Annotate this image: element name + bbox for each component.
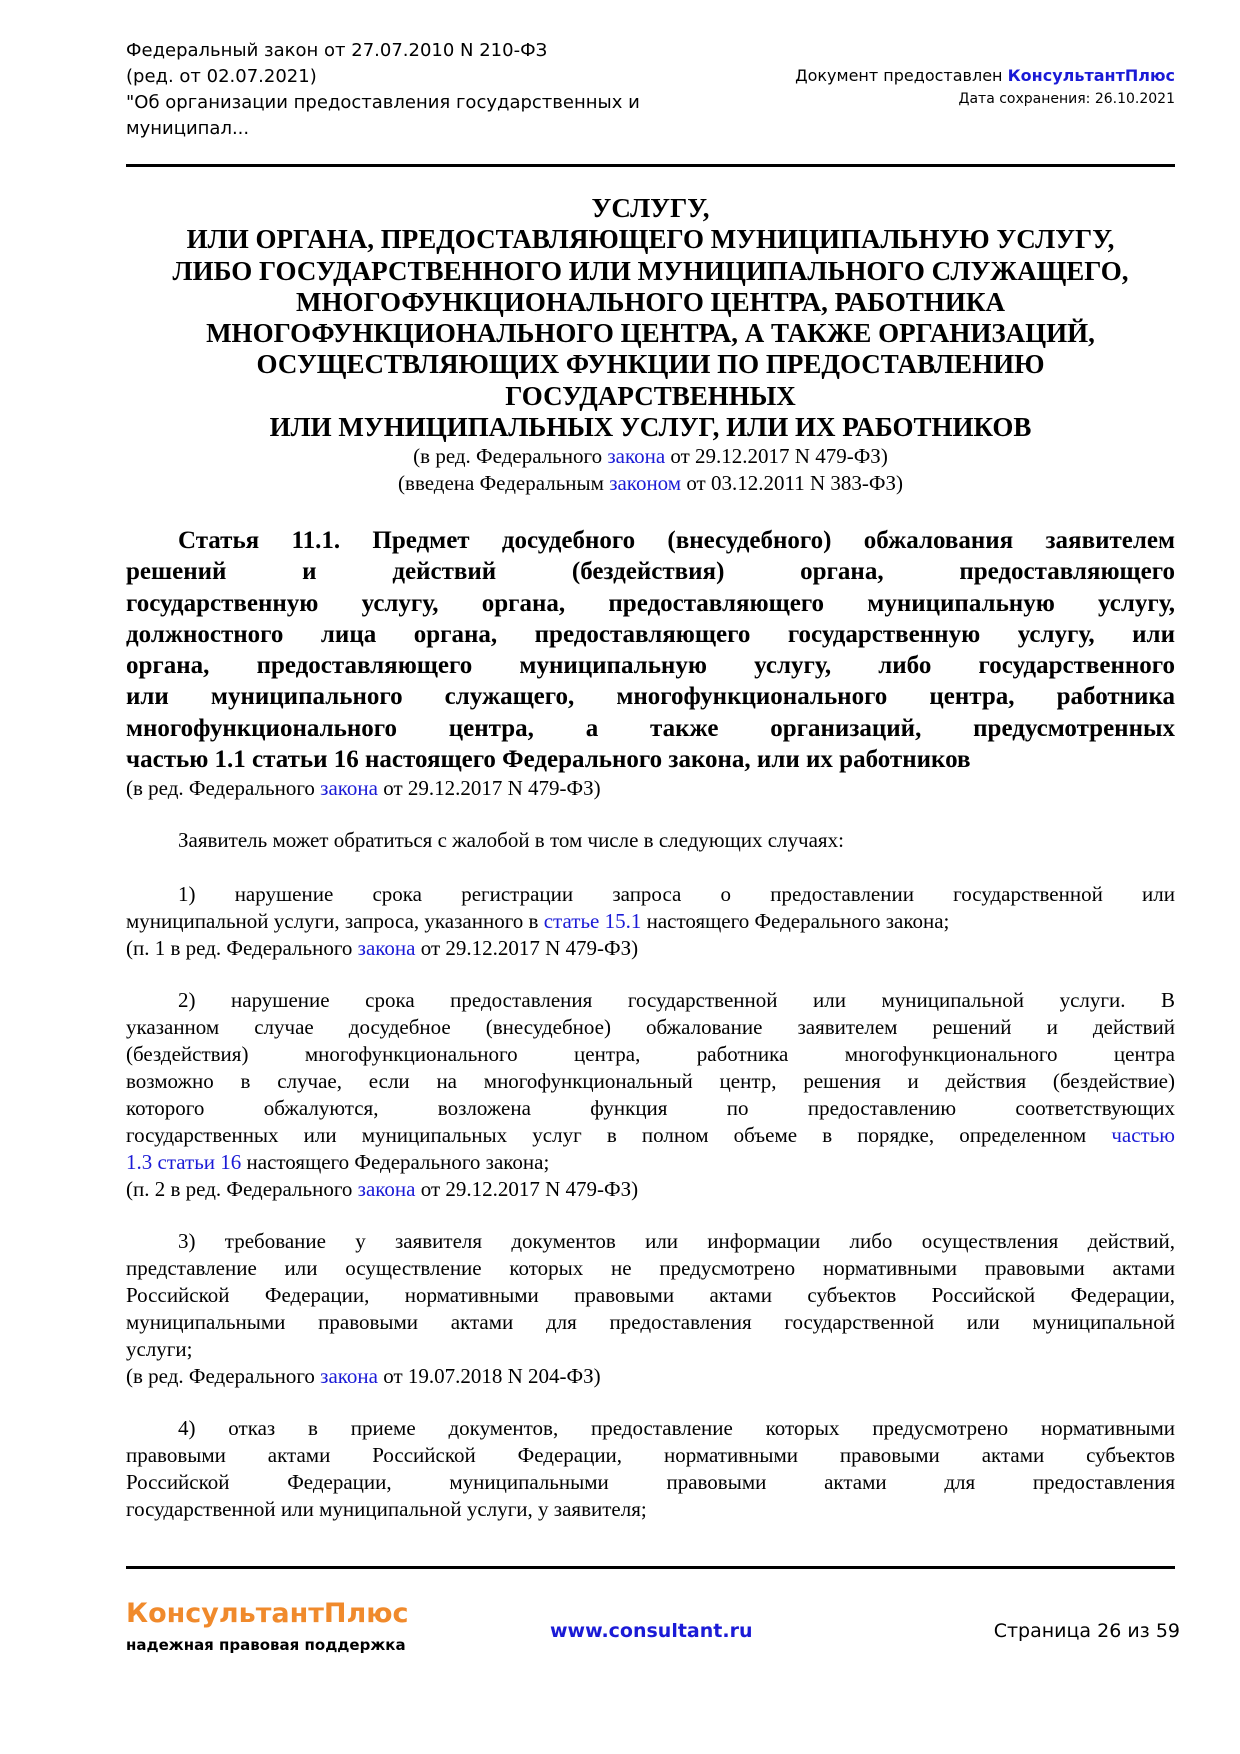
consultant-logo: КонсультантПлюс bbox=[126, 1598, 409, 1629]
text-segment: (п. 1 в ред. Федерального bbox=[126, 936, 358, 960]
document-title-header bbox=[126, 38, 686, 142]
text-line bbox=[126, 881, 1175, 908]
text-segment: государственных или муниципальных услуг в полном объеме в порядке, определенном bbox=[126, 1123, 1112, 1147]
text-segment: решений и действий (бездействия) органа, предоставляющего bbox=[126, 558, 1175, 586]
header-divider bbox=[126, 164, 1175, 167]
text-line bbox=[126, 1014, 1175, 1041]
title-line: УСЛУГУ, bbox=[591, 193, 710, 223]
text-segment: муниципальными правовыми актами для предоставления государственной или муниципальной bbox=[126, 1310, 1175, 1334]
text-segment: (бездействия) многофункционального центра, работника многофункционального центра bbox=[126, 1042, 1175, 1066]
title-line: МНОГОФУНКЦИОНАЛЬНОГО ЦЕНТРА, А ТАКЖЕ ОРГАНИЗАЦИЙ, bbox=[206, 318, 1095, 349]
save-date: Дата сохранения: 26.10.2021 bbox=[958, 91, 1175, 107]
text-segment: Статья 11.1. Предмет досудебного (внесудебного) обжалования заявителем bbox=[178, 527, 1175, 554]
text-line bbox=[126, 827, 1175, 854]
text-segment: 3) требование у заявителя документов или информации либо осуществления действий, bbox=[178, 1229, 1175, 1253]
logo-tagline: надежная правовая поддержка bbox=[126, 1636, 406, 1654]
text-line bbox=[126, 713, 1175, 744]
text-line bbox=[126, 775, 1175, 802]
paragraph bbox=[126, 775, 1175, 802]
text-line bbox=[126, 935, 1175, 962]
page-number: Страница 26 из 59 bbox=[993, 1620, 1180, 1642]
text-line bbox=[126, 650, 1175, 681]
text-segment: муниципальной услуги, запроса, указанного в bbox=[126, 909, 544, 933]
text-line bbox=[126, 1363, 1175, 1390]
text-segment: от 19.07.2018 N 204-ФЗ) bbox=[377, 1364, 601, 1388]
text-segment: или муниципального служащего, многофункционального центра, работника bbox=[126, 683, 1175, 711]
law-link[interactable]: закона bbox=[320, 776, 378, 800]
law-link[interactable]: частью bbox=[1111, 1123, 1175, 1147]
text-line bbox=[126, 1282, 1175, 1309]
text-segment: правовыми актами Российской Федерации, нормативными правовыми актами субъектов bbox=[126, 1443, 1175, 1467]
title-line: ИЛИ ОРГАНА, ПРЕДОСТАВЛЯЮЩЕГО МУНИЦИПАЛЬНУЮ УСЛУГУ, bbox=[186, 224, 1115, 255]
text-segment: от 29.12.2017 N 479-ФЗ) bbox=[415, 1177, 639, 1201]
text-segment: многофункционального центра, а также организаций, предусмотренных bbox=[126, 714, 1175, 742]
law-link[interactable]: закона bbox=[357, 936, 416, 960]
text-segment: представление или осуществление которых не предусмотрено нормативными правовыми актами bbox=[126, 1256, 1175, 1280]
text-line bbox=[126, 525, 1175, 556]
law-link[interactable]: законом bbox=[609, 471, 682, 495]
text-line bbox=[126, 744, 1175, 775]
text-line bbox=[126, 908, 1175, 935]
law-link[interactable]: 1.3 статьи 16 bbox=[126, 1150, 242, 1174]
text-segment: от 29.12.2017 N 479-ФЗ) bbox=[377, 776, 601, 800]
title-line: ГОСУДАРСТВЕННЫХ bbox=[505, 380, 796, 411]
law-link[interactable]: статье 15.1 bbox=[543, 909, 642, 933]
text-line bbox=[126, 681, 1175, 712]
text-segment: (в ред. Федерального bbox=[413, 444, 608, 468]
text-segment: Заявитель может обратиться с жалобой в том числе в следующих случаях: bbox=[178, 828, 844, 852]
provided-label: Документ предоставлен bbox=[795, 66, 1008, 85]
provider-brand-link[interactable]: КонсультантПлюс bbox=[1007, 66, 1175, 85]
text-segment: должностного лица органа, предоставляющего государственную услугу, или bbox=[126, 620, 1175, 648]
text-segment: (в ред. Федерального bbox=[126, 776, 321, 800]
text-segment: настоящего Федерального закона; bbox=[241, 1150, 550, 1174]
text-segment: (в ред. Федерального bbox=[126, 1364, 321, 1388]
text-line bbox=[126, 470, 1175, 497]
text-line bbox=[126, 1442, 1175, 1469]
text-segment: 4) отказ в приеме документов, предоставление которых предусмотрено нормативными bbox=[178, 1416, 1175, 1440]
header-line: муниципал... bbox=[126, 118, 250, 139]
text-line bbox=[126, 1122, 1175, 1149]
text-line bbox=[126, 1309, 1175, 1336]
text-segment: настоящего Федерального закона; bbox=[641, 909, 950, 933]
text-segment: услуги; bbox=[126, 1337, 193, 1361]
text-line bbox=[126, 1496, 1175, 1523]
text-segment: (п. 2 в ред. Федерального bbox=[126, 1177, 358, 1201]
title-line: ИЛИ МУНИЦИПАЛЬНЫХ УСЛУГ, ИЛИ ИХ РАБОТНИКОВ bbox=[269, 412, 1032, 443]
paragraph bbox=[126, 987, 1175, 1203]
text-segment: государственную услугу, органа, предоставляющего муниципальную услугу, bbox=[126, 589, 1175, 617]
text-segment: государственной или муниципальной услуги, у заявителя; bbox=[126, 1497, 647, 1521]
paragraph bbox=[126, 1415, 1175, 1523]
text-segment: от 29.12.2017 N 479-ФЗ) bbox=[665, 444, 888, 468]
text-line bbox=[126, 1228, 1175, 1255]
text-line bbox=[126, 1041, 1175, 1068]
paragraph bbox=[126, 1228, 1175, 1390]
section-title-notes bbox=[126, 443, 1175, 497]
text-line bbox=[126, 443, 1175, 470]
provider-header bbox=[795, 64, 1175, 110]
text-segment: органа, предоставляющего муниципальную услугу, либо государственного bbox=[126, 652, 1175, 680]
law-link[interactable]: закона bbox=[607, 444, 666, 468]
text-line bbox=[126, 588, 1175, 619]
law-link[interactable]: закона bbox=[320, 1364, 378, 1388]
text-line bbox=[126, 619, 1175, 650]
text-line bbox=[126, 556, 1175, 587]
text-segment: возможно в случае, если на многофункциональный центр, решения и действия (бездействие) bbox=[126, 1069, 1175, 1093]
text-segment: 2) нарушение срока предоставления государственной или муниципальной услуги. В bbox=[178, 988, 1175, 1012]
text-segment: (введена Федеральным bbox=[398, 471, 610, 495]
title-line: ОСУЩЕСТВЛЯЮЩИХ ФУНКЦИИ ПО ПРЕДОСТАВЛЕНИЮ bbox=[256, 349, 1045, 380]
header-line: (ред. от 02.07.2021) bbox=[126, 66, 317, 87]
text-line bbox=[126, 1469, 1175, 1496]
text-segment: указанном случае досудебное (внесудебное) обжалование заявителем решений и действий bbox=[126, 1015, 1175, 1039]
website-link[interactable]: www.consultant.ru bbox=[550, 1620, 753, 1642]
law-link[interactable]: закона bbox=[357, 1177, 416, 1201]
title-line: ЛИБО ГОСУДАРСТВЕННОГО ИЛИ МУНИЦИПАЛЬНОГО СЛУЖАЩЕГО, bbox=[172, 255, 1129, 286]
text-segment: от 29.12.2017 N 479-ФЗ) bbox=[415, 936, 639, 960]
text-segment: Российской Федерации, муниципальными правовыми актами для предоставления bbox=[126, 1470, 1175, 1494]
text-line bbox=[126, 1095, 1175, 1122]
header-line: "Об организации предоставления государственных и bbox=[126, 92, 640, 113]
text-line bbox=[126, 1149, 1175, 1176]
text-segment: 1) нарушение срока регистрации запроса о предоставлении государственной или bbox=[178, 882, 1175, 906]
paragraph bbox=[126, 881, 1175, 962]
text-segment: которого обжалуются, возложена функция по предоставлению соответствующих bbox=[126, 1096, 1175, 1120]
text-line bbox=[126, 1415, 1175, 1442]
text-segment: от 03.12.2011 N 383-ФЗ) bbox=[681, 471, 903, 495]
section-title bbox=[126, 193, 1175, 443]
title-line: МНОГОФУНКЦИОНАЛЬНОГО ЦЕНТРА, РАБОТНИКА bbox=[296, 286, 1005, 317]
paragraph bbox=[126, 827, 1175, 854]
text-line bbox=[126, 987, 1175, 1014]
header-line: Федеральный закон от 27.07.2010 N 210-ФЗ bbox=[126, 40, 548, 61]
footer-divider bbox=[126, 1566, 1175, 1569]
text-line bbox=[126, 1176, 1175, 1203]
text-segment: Российской Федерации, нормативными правовыми актами субъектов Российской Федерации, bbox=[126, 1283, 1175, 1307]
text-line bbox=[126, 1068, 1175, 1095]
article-heading bbox=[126, 525, 1175, 775]
text-line bbox=[126, 1255, 1175, 1282]
text-segment: частью 1.1 статьи 16 настоящего Федерального закона, или их работников bbox=[126, 746, 971, 774]
text-line bbox=[126, 1336, 1175, 1363]
